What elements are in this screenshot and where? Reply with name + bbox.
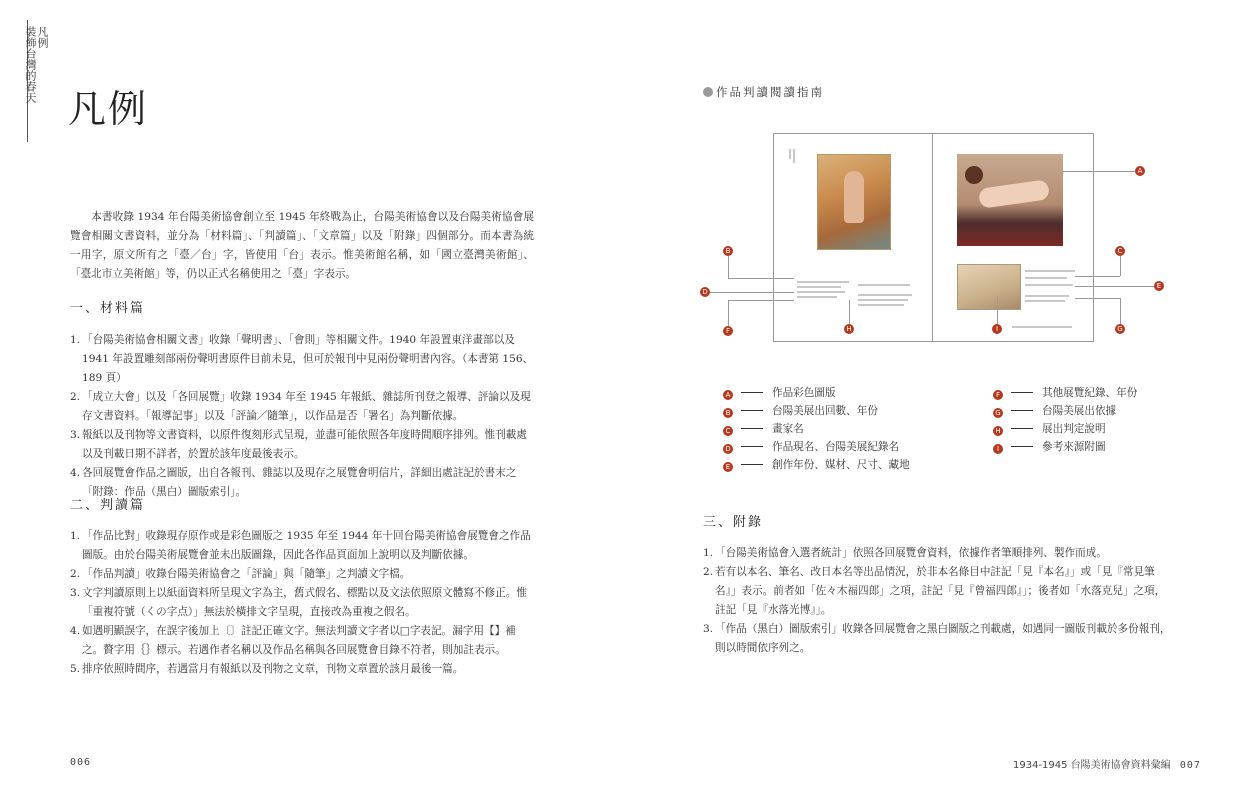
page-title: 凡例 [68,87,149,131]
item-number: 3. [70,587,81,599]
legend-item-e [723,458,910,472]
legend-text: 作品現名、台陽美展紀錄名 [772,441,900,453]
item-text: 「作品判讀」收錄台陽美術協會之「評論」與「隨筆」之判讀文字檔。 [82,568,411,580]
faux-text-line [1025,277,1067,279]
guide-title-block [703,84,824,100]
painting-body [978,179,1050,209]
item-number: 2. [703,566,714,578]
leader-line-f-h [728,300,794,301]
faux-text-line [1025,300,1065,302]
item-number: 5. [70,663,81,675]
marker-d: D [700,287,710,297]
painting-head [965,166,983,184]
sample-painting-left [817,154,891,250]
item-text: 若有以本名、筆名、改日本名等出品情況，於非本名條目中註記「見『本名』」或「見『常見筆名』」表示。前者如「佐々木福四郎」之項，註記「見『曾福四郎』」；後者如「水落克兒」之項，註記「見『水落光博』」。 [715,566,1166,616]
marker-a: A [1135,166,1145,176]
leader-line-e [1075,286,1155,287]
section3-heading: 三、附錄 [703,515,764,530]
legend-dash [741,410,763,411]
list-item [703,620,1171,658]
list-item [70,584,534,622]
legend-dash [741,428,763,429]
faux-text-line [858,294,912,296]
item-number: 4. [70,467,81,479]
faux-text-line [797,286,841,288]
legend-item-b [723,404,878,418]
faux-text-line [1025,295,1069,297]
legend-text: 展出判定說明 [1042,423,1106,435]
marker-b: B [723,246,733,256]
leader-line-i [997,296,998,326]
legend-marker: I [993,444,1003,454]
legend-text: 創作年份、媒材、尺寸、藏地 [772,459,910,471]
faux-text-line [797,296,837,298]
side-label-book: 裝飾台灣的春天 [24,26,37,103]
item-text: 文字判讀原則上以紙面資料所呈現文字為主，舊式假名、標點以及文法依照原文體寫不修正。惟「重複符號（くの字点）」無法於橫排文字呈現，直接改為重複之假名。 [82,587,527,618]
list-item [70,622,534,660]
legend-item-a [723,386,836,400]
faux-text-line [797,281,849,283]
item-number: 1. [703,547,714,559]
guide-title: 作品判讀閱讀指南 [716,85,824,99]
legend-text: 台陽美展出依據 [1042,405,1117,417]
leader-line-g [1120,298,1121,326]
legend-item-i [993,440,1106,454]
spread-gutter [932,133,933,342]
leader-line-d [710,292,794,293]
legend-dash [741,464,763,465]
legend-marker: G [993,408,1003,418]
faux-text-line [858,284,910,286]
legend-dash [1011,410,1033,411]
side-label-chapter: 凡例 [36,26,49,48]
section1-heading: 一、材料篇 [70,301,146,316]
faux-text-line [1025,284,1073,286]
legend-text: 畫家名 [772,423,804,435]
item-number: 3. [70,429,81,441]
leader-line-a [1063,171,1140,172]
leader-line-c-h [1075,276,1120,277]
intro-paragraph [70,208,534,284]
list-item [70,331,534,388]
list-item [703,544,1171,563]
section3-list [703,544,1171,658]
running-footer [1013,756,1201,771]
faux-text-line [1012,326,1072,328]
legend-marker: F [993,390,1003,400]
item-text: 報紙以及刊物等文書資料，以原件復刻形式呈現，並盡可能依照各年度時間順序排列。惟刊載處以及刊載日期不詳者，於置於該年度最後表示。 [82,429,527,460]
legend-item-f [993,386,1137,400]
list-item [70,388,534,426]
leader-line-g-h [1075,298,1120,299]
item-text: 「台陽美術協會相關文書」收錄「聲明書」、「會則」等相關文件。1940 年設置東洋畫部以及 1941 年設置雕刻部兩份聲明書原件目前未見，但可於報刊中見兩份聲明書內容。（本書第 156、189 頁） [82,334,534,384]
item-number: 1. [70,334,81,346]
faux-text-line [858,299,908,301]
item-text: 如遇明顯誤字，在誤字後加上〔〕註記正確文字。無法判讀文字者以□字表記。漏字用【】補之。贅字用｛｝標示。若遇作者名稱以及作品名稱與各回展覽會目錄不符者，則加註表示。 [82,625,516,656]
leader-line-h [849,300,850,327]
item-number: 4. [70,625,81,637]
legend-dash [1011,446,1033,447]
legend-text: 作品彩色圖版 [772,387,836,399]
legend-text: 其他展覽紀錄、年份 [1042,387,1138,399]
faux-text-line [793,149,795,163]
list-item [70,565,534,584]
legend-marker: A [723,390,733,400]
item-text: 「台陽美術協會入選者統計」依照各回展覽會資料，依據作者筆順排列、製作而成。 [715,547,1107,559]
right-page-number: 007 [1179,760,1201,771]
leader-line-c [1120,256,1121,276]
left-page-number: 006 [70,757,92,768]
legend-item-c [723,422,804,436]
marker-e: E [1154,281,1164,291]
item-text: 「成立大會」以及「各回展覽」收錄 1934 年至 1945 年報紙、雜誌所刊登之報導、評論以及現存文書資料。「報導記事」以及「評論／隨筆」，以作品是否「署名」為判斷依據。 [82,391,531,422]
footer-book-title: 1934-1945 台陽美術協會資料彙編 [1013,760,1171,771]
item-number: 2. [70,568,81,580]
section2-list [70,527,534,679]
sample-painting-color [957,154,1063,246]
item-number: 2. [70,391,81,403]
item-text: 排序依照時間序，若遇當月有報紙以及刊物之文章，刊物文章置於該月最後一篇。 [82,663,464,675]
marker-c: C [1115,246,1125,256]
faux-text-line [797,291,845,293]
legend-text: 台陽美展出回數、年份 [772,405,878,417]
legend-marker: C [723,426,733,436]
leader-line-b-h [728,278,794,279]
sample-reference-image [957,264,1021,310]
marker-f: F [723,326,733,336]
legend-marker: E [723,462,733,472]
item-number: 1. [70,530,81,542]
intro-text: 本書收錄 1934 年台陽美術協會創立至 1945 年終戰為止，台陽美術協會以及台陽美術協會展覽會相關文書資料，並分為「材料篇」、「判讀篇」、「文章篇」以及「附錄」四個部分。而本書為統一用字，原文所有之「臺／台」字，皆使用「台」表示。惟美術館名稱，如「國立臺灣美術館」、「臺北市立美術館」等，仍以正式名稱使用之「臺」字表示。 [70,211,534,280]
item-text: 「作品（黑白）圖版索引」收錄各回展覽會之黑白圖版之刊載處，如遇同一圖版刊載於多份報刊，則以時間依序列之。 [715,623,1171,654]
list-item [70,426,534,464]
legend-text: 參考來源附圖 [1042,441,1106,453]
item-text: 「作品比對」收錄現存原作或是彩色圖版之 1935 年至 1944 年十回台陽美術協會展覽會之作品圖版。由於台陽美術展覽會並未出版圖錄，因此各作品頁面加上說明以及判斷依據。 [82,530,531,561]
bullet-dot-icon [703,87,713,97]
legend-dash [1011,428,1033,429]
faux-text-line [858,304,904,306]
side-tab [8,26,48,103]
legend-item-h [993,422,1106,436]
section1-list [70,331,534,502]
list-item [703,563,1171,620]
legend-dash [1011,392,1033,393]
legend-item-d [723,440,899,454]
legend-item-g [993,404,1116,418]
legend-marker: B [723,408,733,418]
list-item [70,660,534,679]
legend-marker: H [993,426,1003,436]
painting-figure [844,171,864,223]
leader-line-b [728,256,729,278]
legend-dash [741,446,763,447]
section2-heading: 二、判讀篇 [70,498,146,513]
legend-marker: D [723,444,733,454]
marker-h: H [844,324,854,334]
item-text: 各回展覽會作品之圖版，出自各報刊、雜誌以及現存之展覽會明信片，詳細出處註記於書末之「附錄：作品（黑白）圖版索引」。 [82,467,517,498]
list-item [70,527,534,565]
legend-dash [741,392,763,393]
item-number: 3. [703,623,714,635]
marker-g: G [1115,324,1125,334]
marker-i: I [992,324,1002,334]
faux-text-line [1025,270,1075,272]
faux-text-line [789,149,791,159]
